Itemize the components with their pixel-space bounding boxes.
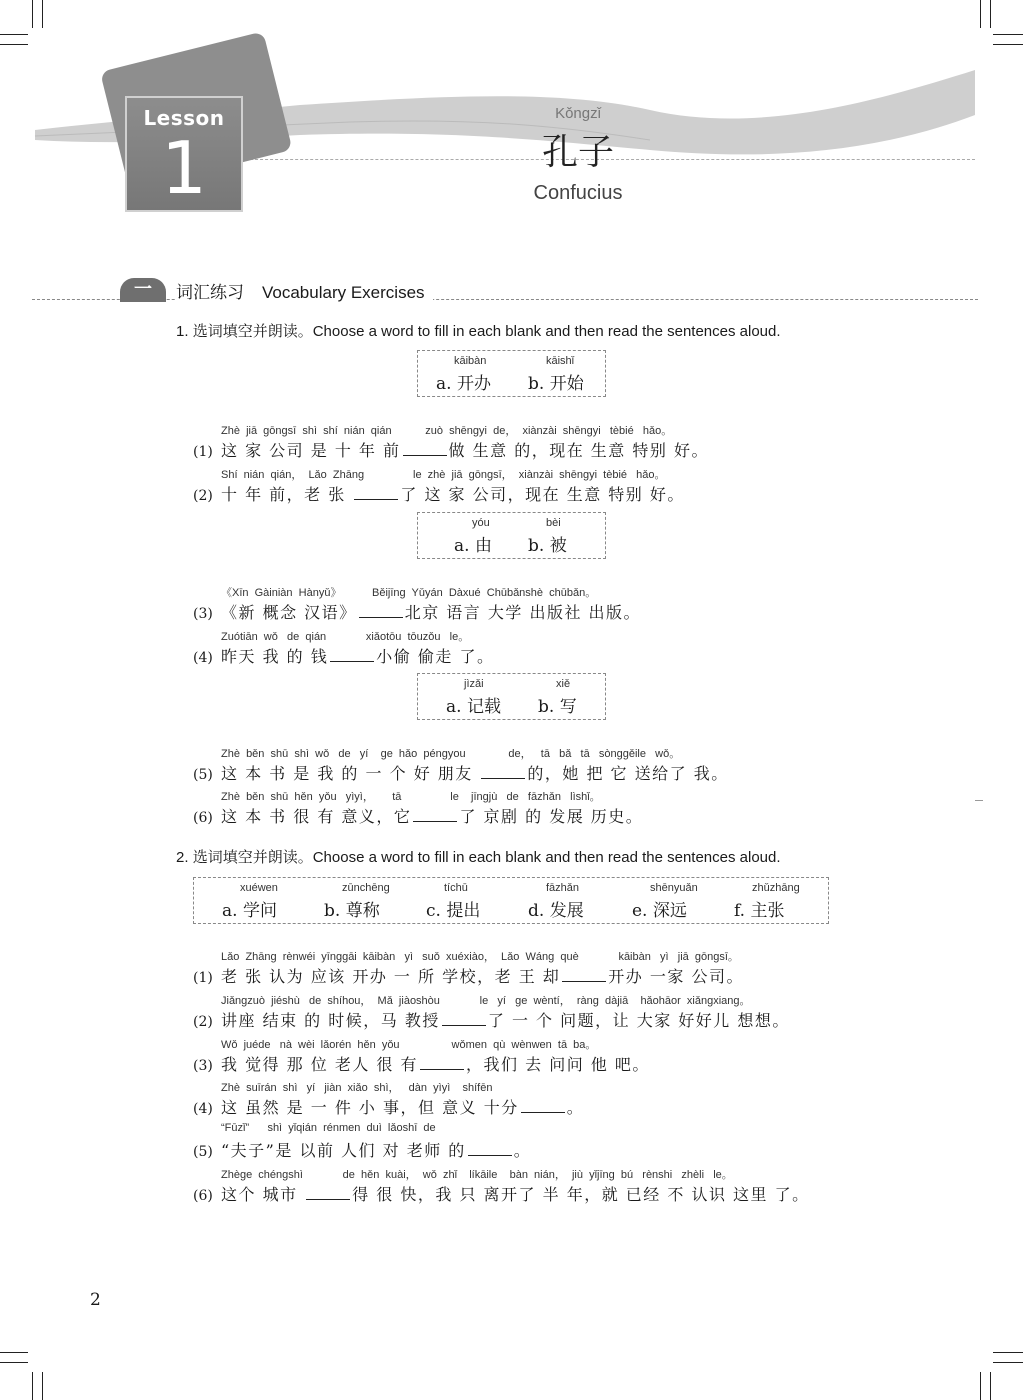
sentence-number: (6): [193, 810, 213, 826]
choice-option: [528, 882, 584, 921]
page-subtitle: Confucius: [533, 182, 623, 204]
choice-option: [436, 355, 491, 394]
instruction-english: Choose a word to fill in each blank and then read the sentences aloud.: [312, 323, 781, 340]
fill-blank[interactable]: [354, 485, 398, 500]
choice-word: a. 学问: [222, 901, 277, 921]
choice-box: [417, 512, 606, 559]
choice-pinyin: yóu: [472, 517, 490, 529]
section-rule: [32, 299, 978, 300]
crop-mark: [980, 0, 981, 28]
choice-pinyin: xuéwen: [240, 882, 278, 894]
sentence-text-before: 十 年 前，老 张: [221, 485, 353, 504]
choice-pinyin: tíchū: [444, 882, 468, 894]
sentence-text-before: 《新 概念 汉语》: [221, 603, 357, 622]
sentence-item: [193, 948, 744, 987]
choice-option: [222, 882, 278, 921]
choice-option: [528, 355, 584, 394]
crop-mark: [993, 1362, 1023, 1363]
choice-word: a. 开办: [436, 374, 491, 394]
margin-tick: [975, 800, 983, 801]
choice-box: [417, 673, 606, 720]
sentence-text-after: 。: [566, 1098, 585, 1117]
instruction-chinese: 选词填空并朗读。: [192, 848, 313, 866]
fill-blank[interactable]: [330, 647, 374, 662]
sentence-pinyin: Zuótiān wǒ de qián xiǎotōu tōuzǒu le。: [221, 631, 470, 643]
choice-box: [417, 350, 606, 397]
sentence-pinyin: Zhège chéngshì de hěn kuài， wǒ zhǐ líkāile bàn nián， jiù yǐjīng bú rènshi zhèli le。: [221, 1169, 733, 1181]
sentence-text-after: 开办 一家 公司。: [608, 967, 744, 986]
sentence-text-before: 这个 城市: [221, 1185, 305, 1204]
crop-mark: [980, 1372, 981, 1400]
choice-word: d. 发展: [528, 901, 584, 921]
lesson-label: Lesson: [143, 106, 225, 130]
sentence-item: [193, 1122, 531, 1161]
sentence-text-after: ，我们 去 问问 他 吧。: [466, 1055, 650, 1074]
instruction-english: Choose a word to fill in each blank and then read the sentences aloud.: [312, 849, 781, 866]
choice-option: [734, 882, 800, 921]
choice-word: c. 提出: [426, 901, 481, 921]
crop-mark: [993, 1352, 1023, 1353]
choice-pinyin: bèi: [546, 517, 561, 529]
fill-blank[interactable]: [413, 807, 457, 822]
lesson-badge: [125, 96, 243, 212]
choice-option: [538, 678, 577, 717]
title-pinyin: Kǒngzǐ: [555, 105, 601, 122]
choice-box: [193, 877, 829, 924]
exercise-2-instruction: [176, 846, 781, 867]
choice-option: [454, 517, 492, 556]
sentence-number: (3): [193, 606, 213, 622]
exercise-number: 2.: [176, 849, 189, 866]
fill-blank[interactable]: [521, 1098, 565, 1113]
page-number: 2: [90, 1290, 101, 1310]
sentence-text-after: 了 京剧 的 发展 历史。: [459, 807, 644, 826]
page-title: 孔子: [541, 132, 614, 173]
sentence-pinyin: Shí nián qián， Lǎo Zhāng le zhè jiā gōngsī， xiànzài shēngyi tèbié hǎo。: [221, 469, 666, 481]
choice-pinyin: kāibàn: [454, 355, 487, 367]
choice-pinyin: fāzhǎn: [546, 882, 580, 894]
sentence-item: [193, 422, 709, 461]
choice-word: b. 尊称: [324, 901, 380, 921]
choice-word: a. 记载: [446, 697, 501, 717]
crop-mark: [990, 1372, 991, 1400]
sentence-text-after: 。: [513, 1141, 532, 1160]
choice-pinyin: jìzǎi: [464, 678, 484, 690]
sentence-number: (1): [193, 970, 213, 986]
choice-word: e. 深远: [632, 901, 687, 921]
choice-pinyin: kāishǐ: [546, 355, 575, 367]
sentence-number: (3): [193, 1058, 213, 1074]
choice-word: b. 写: [538, 697, 577, 717]
choice-option: [446, 678, 501, 717]
sentence-pinyin: Zhè běn shū hěn yǒu yìyì， tā le jīngjù de fāzhǎn lìshǐ。: [221, 791, 601, 803]
sentence-pinyin: Jiǎngzuò jiéshù de shíhou， Mǎ jiàoshòu le yí ge wèntí， ràng dàjiā hǎohāor xiǎngxiang。: [221, 995, 751, 1007]
sentence-item: [193, 1079, 584, 1118]
sentence-text-after: 北京 语言 大学 出版社 出版。: [404, 603, 642, 622]
sentence-pinyin: Zhè suīrán shì yí jiàn xiǎo shì， dàn yìyì shífēn: [221, 1082, 493, 1094]
choice-word: a. 由: [454, 536, 492, 556]
section-marker: 一: [120, 278, 166, 302]
sentence-text-before: 我 觉得 那 位 老人 很 有: [221, 1055, 419, 1074]
lesson-number: 1: [161, 126, 207, 210]
choice-pinyin: xiě: [556, 678, 571, 690]
sentence-text-before: 这 本 书 很 有 意义，它: [221, 807, 412, 826]
sentence-text-after: 得 很 快，我 只 离开了 半 年，就 已经 不 认识 这里 了。: [352, 1185, 810, 1204]
sentence-text-before: 老 张 认为 应该 开办 一 所 学校，老 王 却: [221, 967, 561, 986]
instruction-chinese: 选词填空并朗读。: [192, 322, 313, 340]
sentence-item: [193, 584, 641, 623]
sentence-number: (5): [193, 1144, 213, 1160]
choice-word: b. 开始: [528, 374, 584, 394]
fill-blank[interactable]: [481, 764, 525, 779]
crop-mark: [42, 1372, 43, 1400]
choice-option: [632, 882, 698, 921]
sentence-text-after: 小偷 偷走 了。: [376, 647, 495, 666]
sentence-item: [193, 992, 790, 1031]
sentence-pinyin: “Fūzǐ” shì yǐqián rénmen duì lǎoshī de: [221, 1122, 436, 1134]
section-title: [176, 278, 433, 303]
crop-mark: [32, 1372, 33, 1400]
sentence-item: [193, 1036, 650, 1075]
fill-blank[interactable]: [403, 441, 447, 456]
sentence-number: (4): [193, 650, 213, 666]
sentence-text-before: 昨天 我 的 钱: [221, 647, 329, 666]
choice-option: [426, 882, 480, 921]
choice-option: [528, 517, 567, 556]
fill-blank[interactable]: [420, 1055, 464, 1070]
crop-mark: [990, 0, 991, 28]
sentence-text-before: 讲座 结束 的 时候，马 教授: [221, 1011, 440, 1030]
sentence-item: [193, 745, 729, 784]
exercise-number: 1.: [176, 323, 189, 340]
sentence-pinyin: Lǎo Zhāng rènwéi yīnggāi kāibàn yì suǒ xuéxiào， Lǎo Wáng què kāibàn yì jiā gōngsī。: [221, 951, 739, 963]
sentence-text-before: “夫子”是 以前 人们 对 老师 的: [221, 1141, 466, 1160]
sentence-text-before: 这 家 公司 是 十 年 前: [221, 441, 401, 460]
fill-blank[interactable]: [562, 967, 606, 982]
fill-blank[interactable]: [468, 1141, 512, 1156]
exercise-1-instruction: [176, 320, 781, 341]
sentence-number: (4): [193, 1101, 213, 1117]
sentence-text-after: 做 生意 的，现在 生意 特别 好。: [448, 441, 709, 460]
crop-mark: [0, 1352, 28, 1353]
sentence-text-after: 了 一 个 问题，让 大家 好好儿 想想。: [487, 1011, 790, 1030]
fill-blank[interactable]: [306, 1185, 350, 1200]
sentence-number: (2): [193, 488, 213, 504]
crop-mark: [0, 1362, 28, 1363]
sentence-text-after: 了 这 家 公司，现在 生意 特别 好。: [400, 485, 685, 504]
sentence-item: [193, 628, 494, 667]
choice-word: b. 被: [528, 536, 567, 556]
crop-mark: [42, 0, 43, 28]
sentence-item: [193, 788, 643, 827]
sentence-text-before: 这 本 书 是 我 的 一 个 好 朋友: [221, 764, 480, 783]
sentence-pinyin: Zhè jiā gōngsī shì shí nián qián zuò shēngyi de， xiànzài shēngyi tèbié hǎo。: [221, 425, 673, 437]
section-title-english: Vocabulary Exercises: [262, 283, 425, 302]
sentence-number: (1): [193, 444, 213, 460]
sentence-number: (6): [193, 1188, 213, 1204]
sentence-text-before: 这 虽然 是 一 件 小 事，但 意义 十分: [221, 1098, 519, 1117]
sentence-pinyin: 《Xīn Gàiniàn Hànyǔ》 Běijīng Yǔyán Dàxué Chūbǎnshè chūbǎn。: [221, 587, 597, 599]
sentence-item: [193, 466, 685, 505]
fill-blank[interactable]: [359, 603, 403, 618]
sentence-pinyin: Wǒ juéde nà wèi lǎorén hěn yǒu wǒmen qù wènwen tā ba。: [221, 1039, 597, 1051]
crop-mark: [993, 34, 1023, 35]
choice-pinyin: zūnchēng: [342, 882, 390, 894]
crop-mark: [0, 44, 28, 45]
section-title-chinese: 词汇练习: [176, 283, 244, 303]
choice-pinyin: shēnyuǎn: [650, 882, 698, 894]
crop-mark: [993, 44, 1023, 45]
sentence-pinyin: Zhè běn shū shì wǒ de yí ge hǎo péngyou de， tā bǎ tā sònggěile wǒ。: [221, 748, 681, 760]
crop-mark: [32, 0, 33, 28]
choice-option: [324, 882, 390, 921]
fill-blank[interactable]: [442, 1011, 486, 1026]
choice-word: f. 主张: [734, 901, 785, 921]
sentence-item: [193, 1166, 810, 1205]
crop-mark: [0, 34, 28, 35]
sentence-number: (5): [193, 767, 213, 783]
sentence-number: (2): [193, 1014, 213, 1030]
choice-pinyin: zhǔzhāng: [752, 882, 800, 894]
sentence-text-after: 的，她 把 它 送给了 我。: [527, 764, 729, 783]
